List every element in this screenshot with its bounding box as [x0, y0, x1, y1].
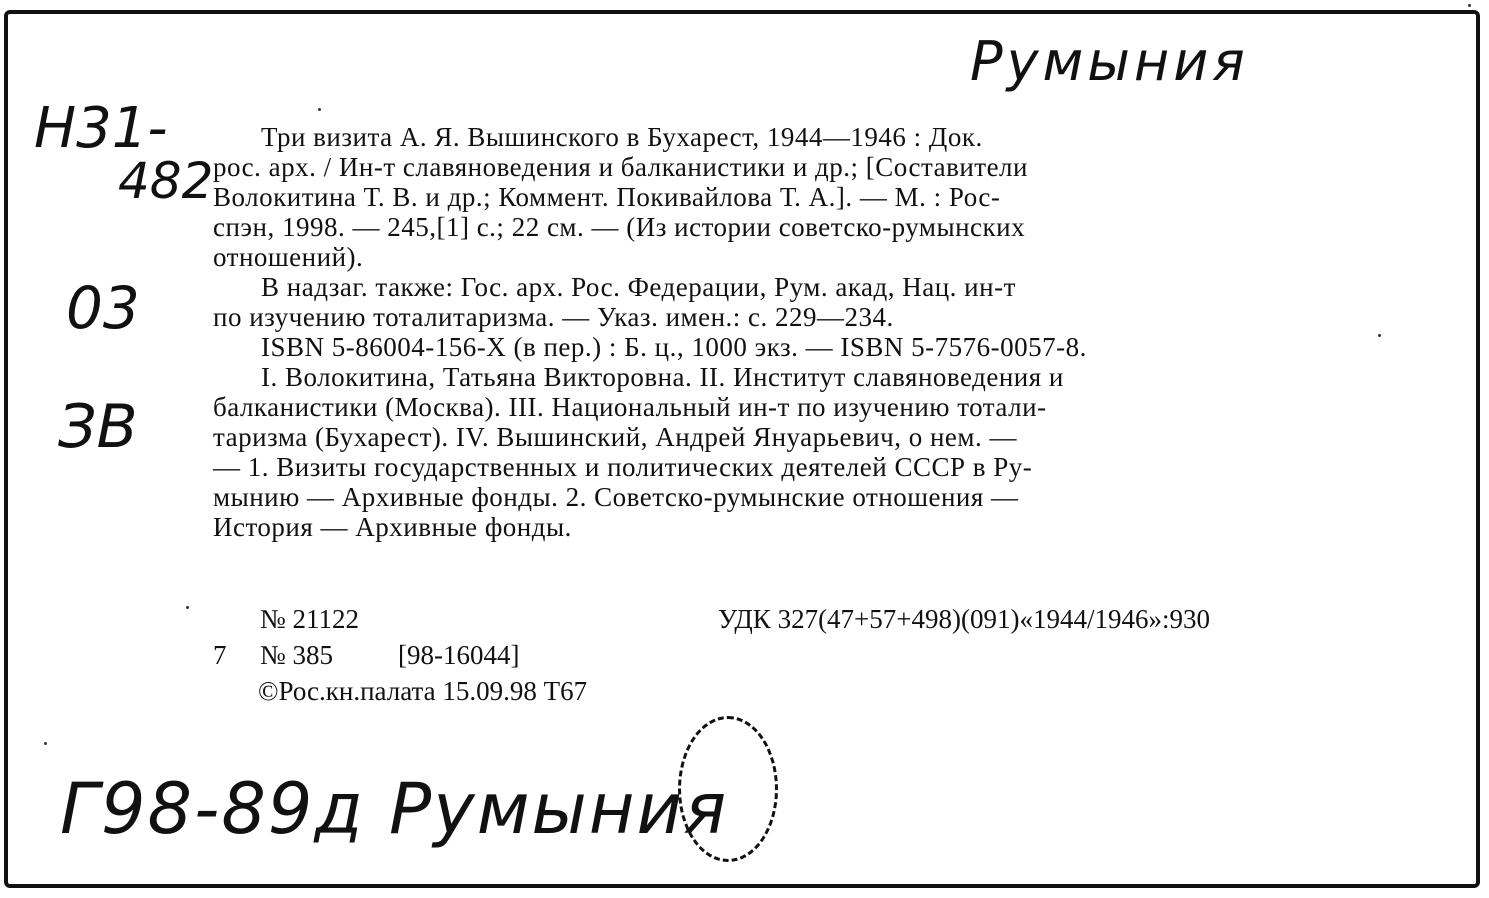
- bibliographic-record: [213, 122, 1361, 542]
- udk-code: УДК 327(47+57+498)(091)«1944/1946»:930: [718, 604, 1210, 634]
- record-line: I. Волокитина, Татьяна Викторовна. II. Институт славяноведения и: [261, 362, 1064, 392]
- handwritten-code-2: 482: [118, 152, 214, 210]
- record-line: В надзаг. также: Гос. арх. Рос. Федерации, Рум. акад, Нац. ин-т: [261, 272, 1016, 302]
- record-line: рос. арх. / Ин-т славяноведения и балканистики и др.; [Составители: [213, 152, 1028, 182]
- scan-speck: [318, 108, 321, 111]
- record-line: Три визита А. Я. Вышинского в Бухарест, 1944—1946 : Док.: [261, 122, 983, 152]
- scan-speck: [1468, 4, 1471, 7]
- handwritten-bottom-note: Г98-89д Румыния: [60, 768, 729, 850]
- record-line: балканистики (Москва). III. Национальный ин-т по изучению тотали-: [213, 392, 1047, 422]
- record-number-2: № 385: [260, 640, 334, 670]
- record-line: ISBN 5-86004-156-X (в пер.) : Б. ц., 1000 экз. — ISBN 5-7576-0057-8.: [261, 332, 1087, 362]
- record-line: Волокитина Т. В. и др.; Коммент. Покивайлова Т. А.]. — М. : Рос-: [213, 182, 1001, 212]
- scan-speck: [44, 742, 47, 745]
- record-line: — 1. Визиты государственных и политических деятелей СССР в Ру-: [213, 452, 1033, 482]
- record-bracket-code: [98-16044]: [398, 640, 520, 670]
- book-chamber-line: ©Рос.кн.палата 15.09.98 Т67: [258, 676, 588, 706]
- record-line: мынию — Архивные фонды. 2. Советско-румынские отношения —: [213, 482, 1019, 512]
- record-number: № 21122: [260, 604, 360, 634]
- record-line: История — Архивные фонды.: [213, 512, 572, 542]
- record-line: спэн, 1998. — 245,[1] с.; 22 см. — (Из истории советско-румынских: [213, 212, 1026, 242]
- scan-speck: [1378, 334, 1381, 337]
- handwritten-code-1: Н31-: [34, 96, 168, 161]
- handwritten-mark-2: ЗВ: [58, 392, 138, 462]
- handwritten-country-top: Румыния: [970, 30, 1249, 93]
- scan-speck: [186, 606, 189, 609]
- record-line: таризма (Бухарест). IV. Вышинский, Андрей Януарьевич, о нем. —: [213, 422, 1018, 452]
- record-line: по изучению тоталитаризма. — Указ. имен.: с. 229—234.: [213, 302, 894, 332]
- card-prefix: 7: [213, 640, 227, 670]
- handwritten-mark-1: 03: [66, 274, 140, 342]
- stamp-oval: [678, 716, 778, 862]
- record-line: отношений).: [213, 242, 364, 272]
